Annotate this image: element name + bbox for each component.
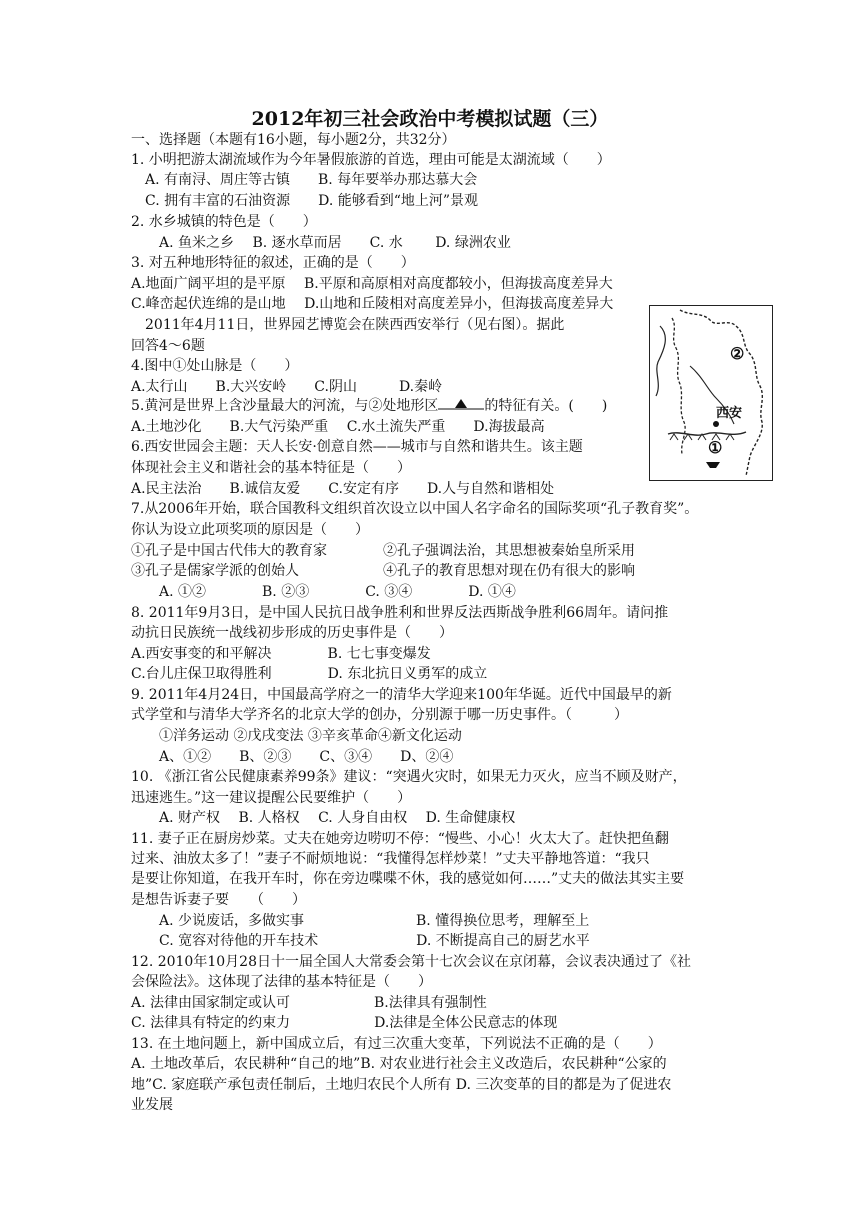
text-line: 1. 小明把游太湖流域作为今年暑假旅游的首选，理由可能是太湖流域（ ）: [131, 152, 611, 168]
text-line: 迅速逃生。”这一建议提醒公民要维护（ ）: [131, 790, 412, 806]
text-line: C. 法律具有特定的约束力 D.法律是全体公民意志的体现: [131, 1015, 558, 1031]
page-title: 2012年初三社会政治中考模拟试题（三）: [251, 108, 609, 130]
text-line: 体现社会主义和谐社会的基本特征是（ ）: [131, 460, 411, 476]
text-line: ①孔子是中国古代伟大的教育家 ②孔子强调法治，其思想被秦始皇所采用: [131, 543, 635, 559]
map-south-marker: [706, 462, 720, 468]
text-line: 回答4～6题: [131, 338, 205, 354]
text-line: 11. 妻子正在厨房炒菜。丈夫在她旁边唠叨不停：“慢些、小心！火太大了。赶快把鱼翻: [131, 831, 669, 847]
text-line: A.西安事变的和平解决 B. 七七事变爆发: [131, 646, 431, 662]
text-line: 3. 对五种地形特征的叙述，正确的是（ ）: [131, 255, 415, 271]
text-line: ①洋务运动 ②戊戌变法 ③辛亥革命④新文化运动: [131, 728, 462, 744]
text-line: 你认为设立此项奖项的原因是（ ）: [131, 522, 369, 538]
text-line: A. 土地改革后，农民耕种“自己的地”B. 对农业进行社会主义改造后，农民耕种“公家的: [131, 1056, 667, 1072]
text-line: C.峰峦起伏连绵的是山地 D.山地和丘陵相对高度差异小，但海拔高度差异大: [131, 296, 614, 312]
question-5: [131, 396, 607, 416]
text-line: A、①② B、②③ C、③④ D、②④: [131, 749, 454, 765]
text-line: A.土地沙化 B.大气污染严重 C.水土流失严重 D.海拔最高: [131, 419, 545, 435]
text-line: A. 少说废话，多做实事 B. 懂得换位思考，理解至上: [131, 913, 590, 929]
text-line: 13. 在土地问题上，新中国成立后，有过三次重大变革，下列说法不正确的是（ ）: [131, 1036, 662, 1052]
xian-city-dot: [713, 421, 719, 427]
text-line: C.台儿庄保卫取得胜利 D. 东北抗日义勇军的成立: [131, 666, 488, 682]
text-line: A. 财产权 B. 人格权 C. 人身自由权 D. 生命健康权: [131, 810, 516, 826]
text-line: 8. 2011年9月3日，是中国人民抗日战争胜利和世界反法西斯战争胜利66周年。请问推: [131, 605, 669, 621]
text-line: A. ①② B. ②③ C. ③④ D. ①④: [131, 584, 516, 600]
text-line: 2011年4月11日，世界园艺博览会在陕西西安举行（见右图）。据此: [131, 317, 565, 333]
map-label-2: ②: [730, 344, 745, 363]
text-line: 4.图中①处山脉是（ ）: [131, 358, 299, 374]
map-label-city: 西安: [716, 406, 743, 421]
text-line: 7.从2006年开始，联合国教科文组织首次设立以中国人名字命名的国际奖项“孔子教育奖”。: [131, 501, 699, 517]
text-line: A.民主法治 B.诚信友爱 C.安定有序 D.人与自然和谐相处: [131, 481, 555, 497]
text-line: 一、选择题（本题有16小题，每小题2分，共32分）: [131, 132, 456, 148]
map-mountain-range: [668, 432, 746, 435]
text-line: C. 宽容对待他的开车技术 D. 不断提高自己的厨艺水平: [131, 933, 590, 949]
text-line: 是想告诉妻子要 （ ）: [131, 892, 306, 908]
map-river: [656, 326, 665, 396]
text-line: 2. 水乡城镇的特色是（ ）: [131, 214, 317, 230]
text-line: 业发展: [131, 1097, 173, 1113]
text-line: C. 拥有丰富的石油资源 D. 能够看到“地上河”景观: [131, 193, 479, 209]
text-line: A. 法律由国家制定或认可 B.法律具有强制性: [131, 995, 487, 1011]
text-line: A. 有南浔、周庄等古镇 B. 每年要举办那达慕大会: [131, 172, 478, 188]
text-line: 过来、油放太多了！”妻子不耐烦地说：“我懂得怎样炒菜！”丈夫平静地答道：“我只: [131, 851, 650, 867]
question-5-text-after: 的特征有关。( ): [484, 398, 608, 414]
text-line: A.地面广阔平坦的是平原 B.平原和高原相对高度都较小，但海拔高度差异大: [131, 276, 613, 292]
blank-triangle-icon: [438, 396, 484, 416]
text-line: 地”C. 家庭联产承包责任制后，土地归农民个人所有 D. 三次变革的目的都是为了促进农: [131, 1077, 672, 1093]
text-line: 12. 2010年10月28日十一届全国人大常委会第十七次会议在京闭幕，会议表决通过了《社: [131, 954, 691, 970]
text-line: 6.西安世园会主题：天人长安·创意自然——城市与自然和谐共生。该主题: [131, 439, 583, 455]
map-figure: [649, 305, 773, 481]
text-line: 动抗日民族统一战线初步形成的历史事件是（ ）: [131, 625, 453, 641]
text-line: ③孔子是儒家学派的创始人 ④孔子的教育思想对现在仍有很大的影响: [131, 563, 635, 579]
text-line: 10. 《浙江省公民健康素养99条》建议：“突遇火灾时，如果无力灭火，应当不顾及财产，: [131, 769, 687, 785]
map-label-1: ①: [708, 438, 723, 457]
text-line: 式学堂和与清华大学齐名的北京大学的创办，分别源于哪一历史事件。（ ）: [131, 707, 628, 723]
text-line: 是要让你知道，在我开车时，你在旁边喋喋不休，我的感觉如何……”丈夫的做法其实主要: [131, 871, 685, 887]
text-line: A. 鱼米之乡 B. 逐水草而居 C. 水 D. 绿洲农业: [131, 235, 511, 251]
text-line: 9. 2011年4月24日，中国最高学府之一的清华大学迎来100年华诞。近代中国最早的新: [131, 687, 672, 703]
text-line: 会保险法》。这体现了法律的基本特征是（ ）: [131, 974, 432, 990]
text-line: A.太行山 B.大兴安岭 C.阴山 D.秦岭: [131, 379, 443, 395]
question-5-text-before: 5.黄河是世界上含沙量最大的河流，与②处地形区: [131, 398, 439, 414]
